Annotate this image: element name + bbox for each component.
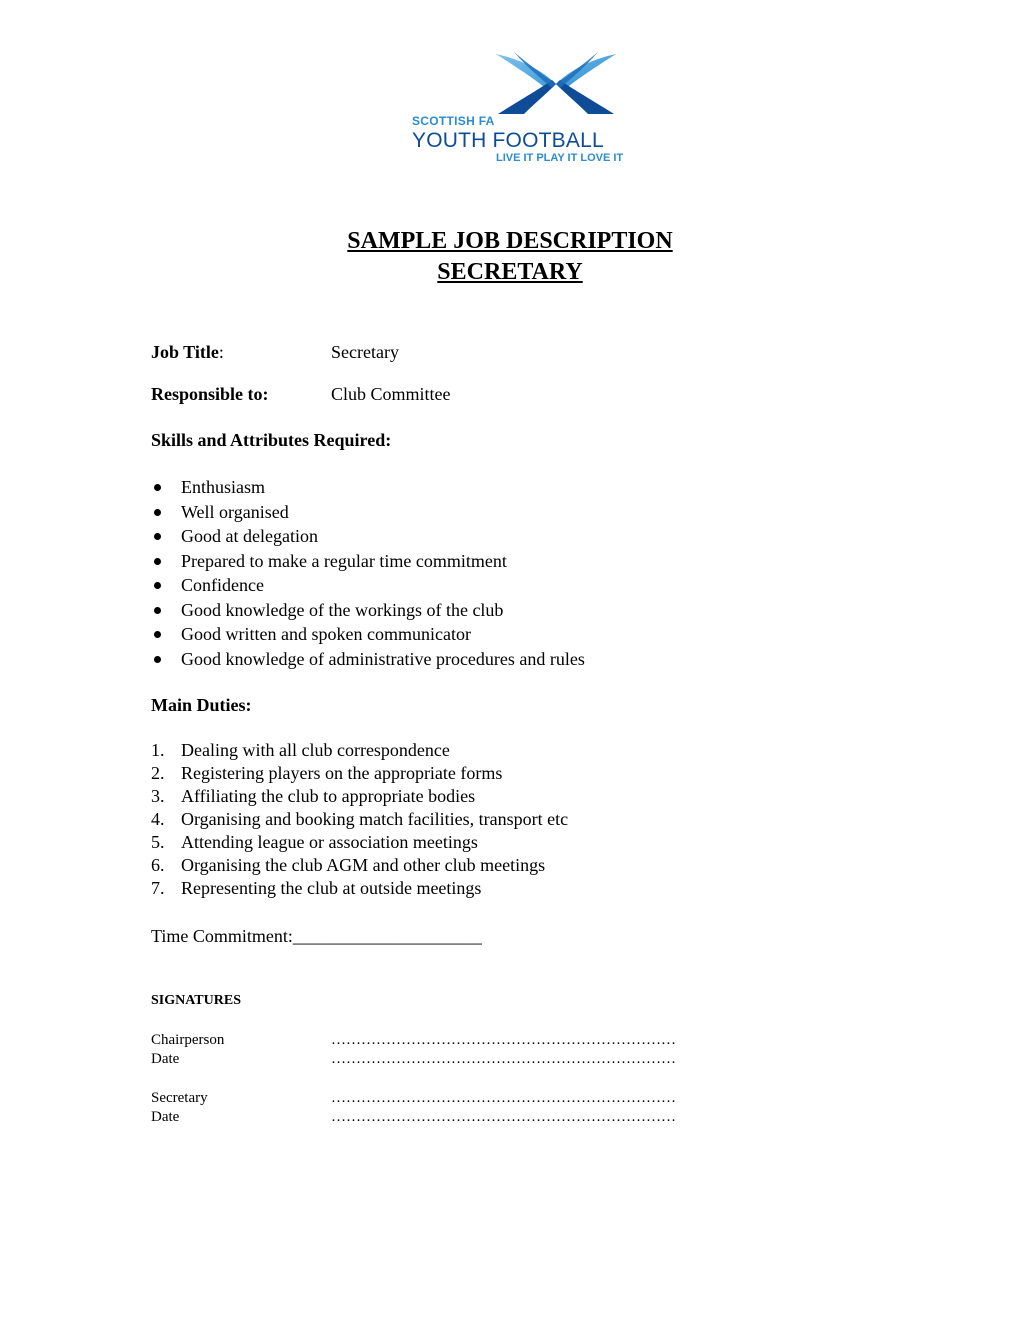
responsible-to-value: Club Committee <box>331 384 451 404</box>
logo-text-tagline: LIVE IT PLAY IT LOVE IT <box>496 152 624 164</box>
list-item-text: Good written and spoken communicator <box>181 624 471 644</box>
document-subtitle: SECRETARY <box>437 259 583 285</box>
signature-line: …………………………………………………………… <box>331 1051 676 1067</box>
list-item-text: Representing the club at outside meetings <box>181 878 482 898</box>
list-item <box>151 573 585 598</box>
list-item-number: 4. <box>151 809 165 829</box>
list-item-number: 7. <box>151 878 165 898</box>
signature-label: Secretary <box>151 1090 208 1106</box>
list-item <box>151 785 568 808</box>
list-item <box>151 739 568 762</box>
list-item-text: Registering players on the appropriate forms <box>181 763 503 783</box>
skills-heading: Skills and Attributes Required: <box>151 430 392 450</box>
time-commitment-field: Time Commitment:_____________________ <box>151 926 482 946</box>
list-item-text: Prepared to make a regular time commitment <box>181 550 507 571</box>
bullet-icon <box>154 656 161 663</box>
list-item-number: 2. <box>151 763 165 783</box>
signature-label: Date <box>151 1051 180 1067</box>
scottish-fa-youth-football-logo <box>406 50 622 168</box>
job-title-row <box>151 341 399 363</box>
list-item-number: 3. <box>151 786 165 806</box>
list-item <box>151 762 568 785</box>
signature-row-secretary <box>151 1089 676 1108</box>
list-item <box>151 877 568 900</box>
list-item <box>151 647 585 672</box>
list-item-text: Dealing with all club correspondence <box>181 740 450 760</box>
list-item-text: Good knowledge of the workings of the club <box>181 599 504 620</box>
list-item-text: Attending league or association meetings <box>181 832 478 852</box>
skills-list <box>151 475 585 671</box>
signatures-heading: SIGNATURES <box>151 993 241 1008</box>
bullet-icon <box>154 533 161 540</box>
signature-label: Chairperson <box>151 1032 225 1048</box>
list-item <box>151 622 585 647</box>
bullet-icon <box>154 558 161 565</box>
bullet-icon <box>154 631 161 638</box>
list-item-text: Enthusiasm <box>181 477 265 497</box>
bullet-icon <box>154 484 161 491</box>
responsible-to-label: Responsible to: <box>151 384 269 404</box>
list-item <box>151 598 585 623</box>
job-title-value: Secretary <box>331 342 399 362</box>
signature-row-chairperson <box>151 1031 676 1050</box>
bullet-icon <box>154 509 161 516</box>
list-item-text: Good at delegation <box>181 526 318 546</box>
document-title: SAMPLE JOB DESCRIPTION <box>347 228 673 254</box>
list-item-text: Affiliating the club to appropriate bodies <box>181 786 476 806</box>
list-item-number: 5. <box>151 832 165 852</box>
job-title-label: Job Title <box>151 342 219 362</box>
list-item <box>151 500 585 525</box>
signature-line: …………………………………………………………… <box>331 1032 676 1048</box>
list-item-text: Confidence <box>181 575 264 595</box>
signature-row-date <box>151 1108 676 1127</box>
main-duties-list <box>151 739 568 900</box>
list-item <box>151 808 568 831</box>
signature-line: …………………………………………………………… <box>331 1109 676 1125</box>
job-title-colon: : <box>218 342 224 362</box>
logo-text-youth-football: YOUTH FOOTBALL <box>412 129 604 152</box>
bullet-icon <box>154 582 161 589</box>
signature-label: Date <box>151 1109 180 1125</box>
list-item-number: 1. <box>151 740 165 760</box>
list-item-text: Organising the club AGM and other club meetings <box>181 855 546 875</box>
list-item <box>151 549 585 574</box>
list-item <box>151 854 568 877</box>
list-item-text: Well organised <box>181 501 289 522</box>
list-item <box>151 524 585 549</box>
list-item-number: 6. <box>151 855 165 875</box>
bullet-icon <box>154 607 161 614</box>
list-item <box>151 831 568 854</box>
signature-line: …………………………………………………………… <box>331 1090 676 1106</box>
signature-row-date <box>151 1050 676 1069</box>
list-item <box>151 475 585 500</box>
list-item-text: Organising and booking match facilities, transport etc <box>181 809 569 829</box>
list-item-text: Good knowledge of administrative procedures and rules <box>181 648 585 669</box>
main-duties-heading: Main Duties: <box>151 695 252 715</box>
logo-text-scottish-fa: SCOTTISH FA <box>412 114 495 128</box>
responsible-to-row <box>151 383 451 405</box>
logo-x-mark-icon <box>494 50 618 116</box>
